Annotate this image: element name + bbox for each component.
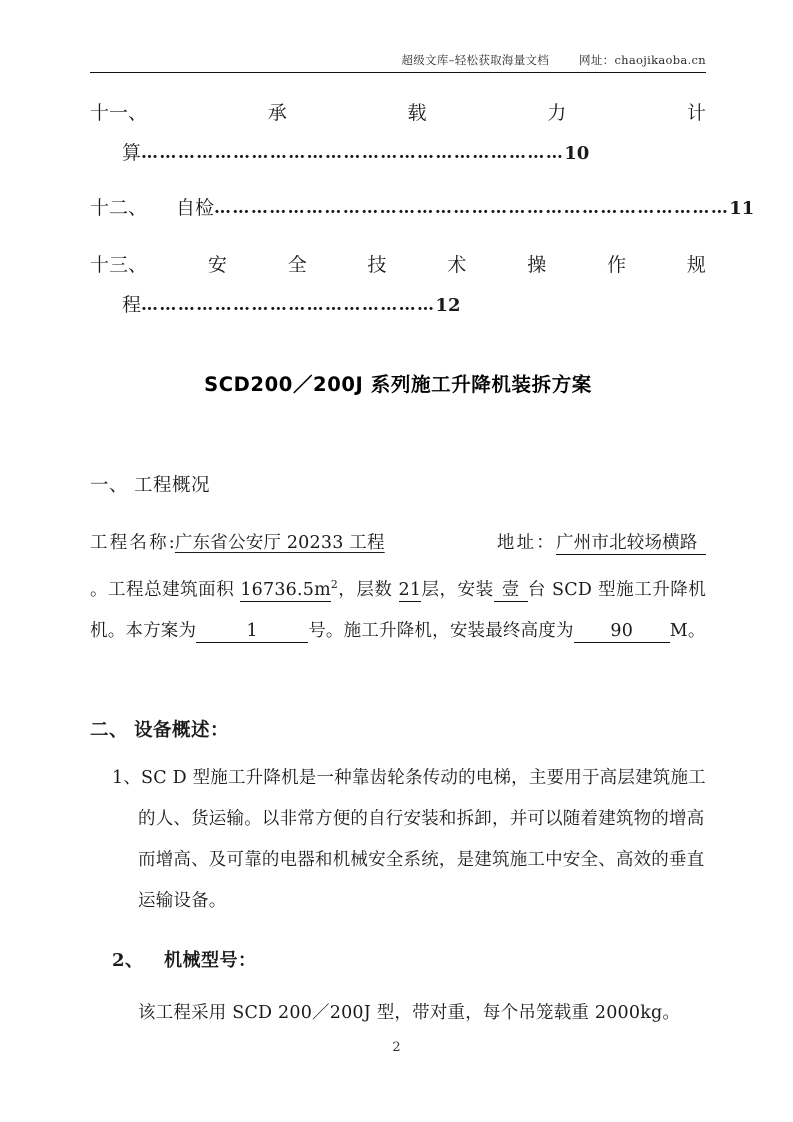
document-title: SCD200／200J 系列施工升降机装拆方案 [204,373,592,396]
toc-entry-13[interactable] [90,244,706,325]
toc-entry-11-number: 十一、 [90,102,148,124]
machine-count-tail: 台 SCD 型施工升降机机。本方案为 [90,579,706,641]
project-area-value[interactable]: 16736.5m [240,579,331,600]
install-height-value[interactable]: 90 [574,620,670,643]
equipment-item-2-body: 该工程采用 SCD 200／200J 型，带对重，每个吊笼载重 2000kg。 [138,1002,681,1023]
floors-tail: 层，安装 [421,579,494,600]
document-content [90,92,755,1034]
plan-number-tail: 号。施工升降机， [308,620,450,641]
project-name-label: 工程名称: [90,533,175,553]
page-number-footer: 2 [392,1040,401,1055]
toc-entry-13-wrap-char: 程 [122,294,142,316]
toc-entry-13-number: 十三、 [90,254,148,276]
toc-entry-11-leader: …………………………………………………………… [141,143,565,163]
toc-entry-11-char-3: 力 [547,102,567,124]
section-one-title: 工程概况 [134,475,211,496]
toc-entry-11-char-1: 承 [267,102,287,124]
area-unit-superscript: 2 [330,578,338,591]
toc-entry-13-char-1: 安 [207,254,227,276]
section-two-number: 二、 [90,719,129,741]
toc-entry-11-char-4: 计 [686,102,706,124]
toc-entry-11[interactable] [90,92,706,173]
install-height-label: 安装最终高度为 [449,620,574,641]
toc-entry-13-leader: ………………………………………… [141,295,436,315]
project-address-value[interactable]: 广州市北较场横路 [556,532,706,555]
toc-entry-13-line1 [90,244,706,286]
project-name-value[interactable]: 广东省公安厅 20233 工程 [174,533,385,553]
section-two-title: 设备概述： [134,719,230,741]
page-header [90,52,706,68]
toc-entry-12-line [90,187,755,230]
equipment-item-2-number: 2、 [112,949,144,971]
toc-entry-11-line1 [90,92,706,134]
section-heading-two [90,716,706,742]
toc-entry-13-line2 [90,286,706,325]
toc-entry-13-char-6: 作 [607,254,627,276]
header-divider [90,72,706,73]
install-height-unit: M。 [669,620,706,641]
toc-entry-12-number: 十二、 [90,197,148,219]
equipment-item-1: 1、SC D 型施工升降机是一种靠齿轮条传动的电梯，主要用于高层建筑施工的人、货运输。以非常方便的自行安装和拆卸，并可以随着建筑物的增高而增高、及可靠的电器和机械安全系统，是建筑施工中安全、高效的垂直运输设备。 [112,767,706,911]
toc-entry-11-wrap-char: 算 [122,142,142,164]
section-one-number: 一、 [90,475,129,496]
toc-entry-11-char-2: 载 [407,102,427,124]
toc-entry-13-char-7: 规 [686,254,706,276]
toc-entry-11-line2 [90,134,706,173]
toc-entry-13-char-4: 术 [447,254,467,276]
toc-entry-12[interactable] [90,187,755,230]
header-site-name: 超级文库–轻松获取海量文档 [401,53,550,67]
plan-number-value[interactable]: 1 [196,620,308,643]
project-address-label: 地址： [494,533,556,553]
toc-entry-11-page: 10 [564,143,590,164]
toc-entry-12-title: 自检 [176,197,215,219]
floors-value[interactable]: 21 [398,579,422,600]
project-overview-paragraph [90,523,706,652]
toc-entry-13-char-2: 全 [287,254,307,276]
floors-label: ，层数 [337,579,393,600]
toc-entry-13-char-3: 技 [367,254,387,276]
machine-count-value[interactable]: 壹 [494,579,528,602]
project-area-label: 。工程总建筑面积 [90,579,235,600]
toc-entry-12-page: 11 [729,198,755,219]
section-heading-one [90,471,706,497]
equipment-item-2-heading [112,940,706,981]
toc-entry-13-page: 12 [435,295,461,316]
toc-entry-13-char-5: 操 [527,254,547,276]
header-url: 网址：chaojikaoba.cn [579,53,706,67]
toc-entry-12-leader: ………………………………………………………………………… [214,198,730,218]
equipment-item-2-title: 机械型号： [164,949,257,971]
